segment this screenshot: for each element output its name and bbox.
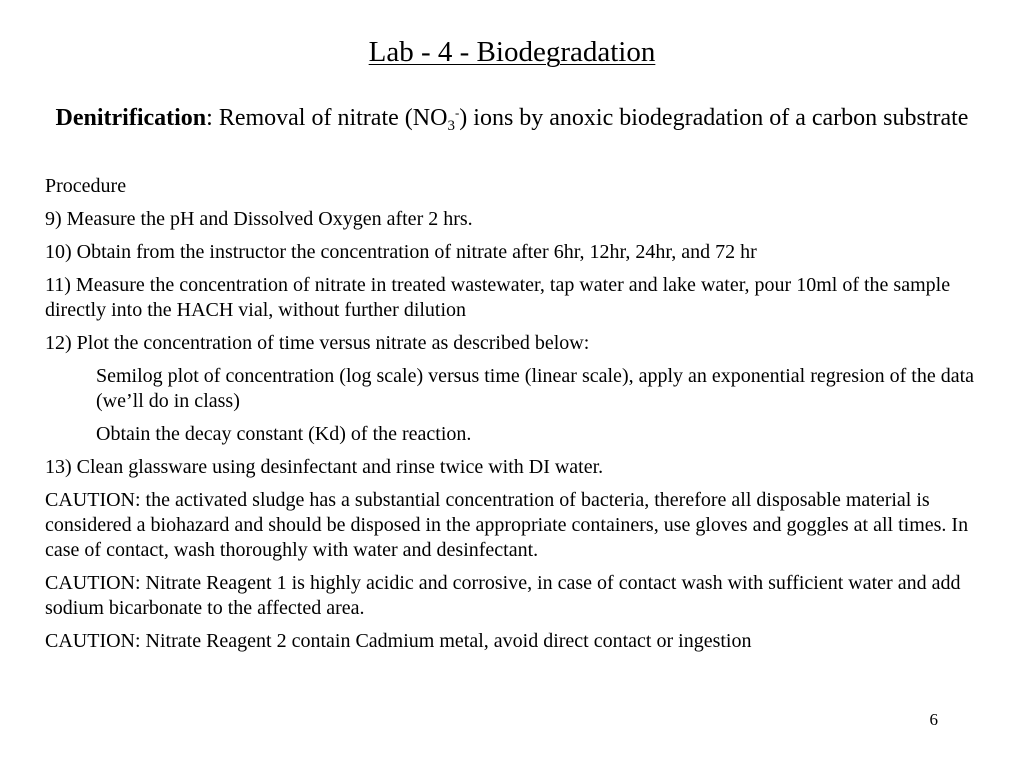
step-12: 12) Plot the concentration of time versus nitrate as described below: — [45, 332, 590, 354]
slide-subtitle — [40, 101, 984, 135]
subtitle-text-after-formula: ) ions by anoxic biodegradation of a carbon substrate — [459, 105, 969, 131]
step-9: 9) Measure the pH and Dissolved Oxygen after 2 hrs. — [45, 208, 473, 230]
slide-body — [45, 174, 985, 662]
caution-sludge: CAUTION: the activated sludge has a substantial concentration of bacteria, therefore all disposable material is considered a biohazard and should be disposed in the appropriate containers, use gloves and goggles at all times. In case of contact, wash thoroughly with water and desinfectant. — [45, 489, 969, 561]
subtitle-term: Denitrification — [55, 105, 207, 131]
formula-subscript: 3 — [447, 118, 455, 134]
step-11: 11) Measure the concentration of nitrate in treated wastewater, tap water and lake water, pour 10ml of the sample directly into the HACH vial, without further dilution — [45, 274, 951, 321]
page-number: 6 — [929, 710, 938, 729]
caution-reagent-2: CAUTION: Nitrate Reagent 2 contain Cadmium metal, avoid direct contact or ingestion — [45, 630, 752, 652]
step-13: 13) Clean glassware using desinfectant and rinse twice with DI water. — [45, 456, 604, 478]
formula-superscript: - — [454, 105, 460, 120]
slide-title: Lab - 4 - Biodegradation — [368, 36, 656, 68]
caution-reagent-1: CAUTION: Nitrate Reagent 1 is highly acidic and corrosive, in case of contact wash with sufficient water and add sodium bicarbonate to the affected area. — [45, 572, 961, 619]
subtitle-colon: : — [206, 105, 213, 131]
step-12-sub-semilog: Semilog plot of concentration (log scale) versus time (linear scale), apply an exponential regresion of the data (we’ll do in class) — [96, 365, 975, 412]
step-10: 10) Obtain from the instructor the concentration of nitrate after 6hr, 12hr, 24hr, and 72 hr — [45, 241, 757, 263]
subtitle-text-before-formula: Removal of nitrate (NO — [212, 105, 448, 131]
procedure-heading: Procedure — [45, 175, 127, 197]
step-12-sub-decay: Obtain the decay constant (Kd) of the reaction. — [96, 423, 472, 445]
